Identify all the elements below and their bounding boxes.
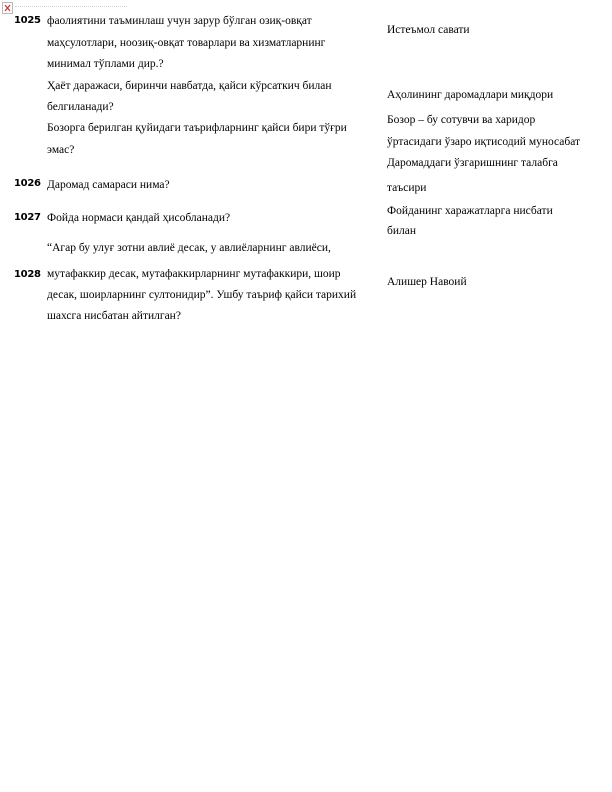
broken-image-icon	[2, 2, 13, 14]
question-line: фаолиятини таъминлаш учун зарур бўлган озиқ-овқат	[47, 15, 312, 27]
answer-line: Аҳолининг даромадлари миқдори	[387, 89, 554, 101]
question-line: Бозорга берилган қуйидаги таърифларнинг қайси бири тўғри	[47, 122, 347, 134]
question-line: мутафаккир десак, мутафаккирларнинг мутафаккири, шоир	[47, 268, 341, 280]
answer-line: билан	[387, 225, 417, 237]
answer-line: Даромаддаги ўзгаришнинг талабга	[387, 157, 558, 169]
answer-line: ўртасидаги ўзаро иқтисодий муносабат	[387, 136, 581, 148]
question-line: Фойда нормаси қандай ҳисобланади?	[47, 212, 231, 224]
question-line: “Агар бу улуғ зотни авлиё десак, у авлиёларнинг авлиёси,	[47, 242, 331, 254]
question-line: Ҳаёт даражаси, биринчи навбатда, қайси кўрсаткич билан	[47, 80, 332, 92]
question-number: 1028	[14, 269, 41, 280]
question-line: эмас?	[47, 144, 75, 156]
question-line: минимал тўплами дир.?	[47, 58, 164, 70]
answer-line: Истеъмол савати	[387, 24, 470, 36]
answer-line: Фойданинг харажатларга нисбати	[387, 205, 553, 217]
question-line: Даромад самараси нима?	[47, 179, 170, 191]
question-number: 1027	[14, 212, 41, 223]
question-number: 1026	[14, 178, 41, 189]
question-line: белгиланади?	[47, 101, 114, 113]
question-line: десак, шоирларнинг султонидир”. Ушбу таъриф қайси тарихий	[47, 289, 357, 301]
answer-line: таъсири	[387, 182, 427, 194]
answer-line: Алишер Навоий	[387, 276, 467, 288]
question-number: 1025	[14, 15, 41, 26]
answer-line: Бозор – бу сотувчи ва харидор	[387, 114, 536, 126]
question-line: маҳсулотлари, ноозиқ-овқат товарлари ва хизматларнинг	[47, 37, 326, 49]
faint-header-line	[15, 6, 127, 8]
question-line: шахсга нисбатан айтилган?	[47, 310, 181, 322]
